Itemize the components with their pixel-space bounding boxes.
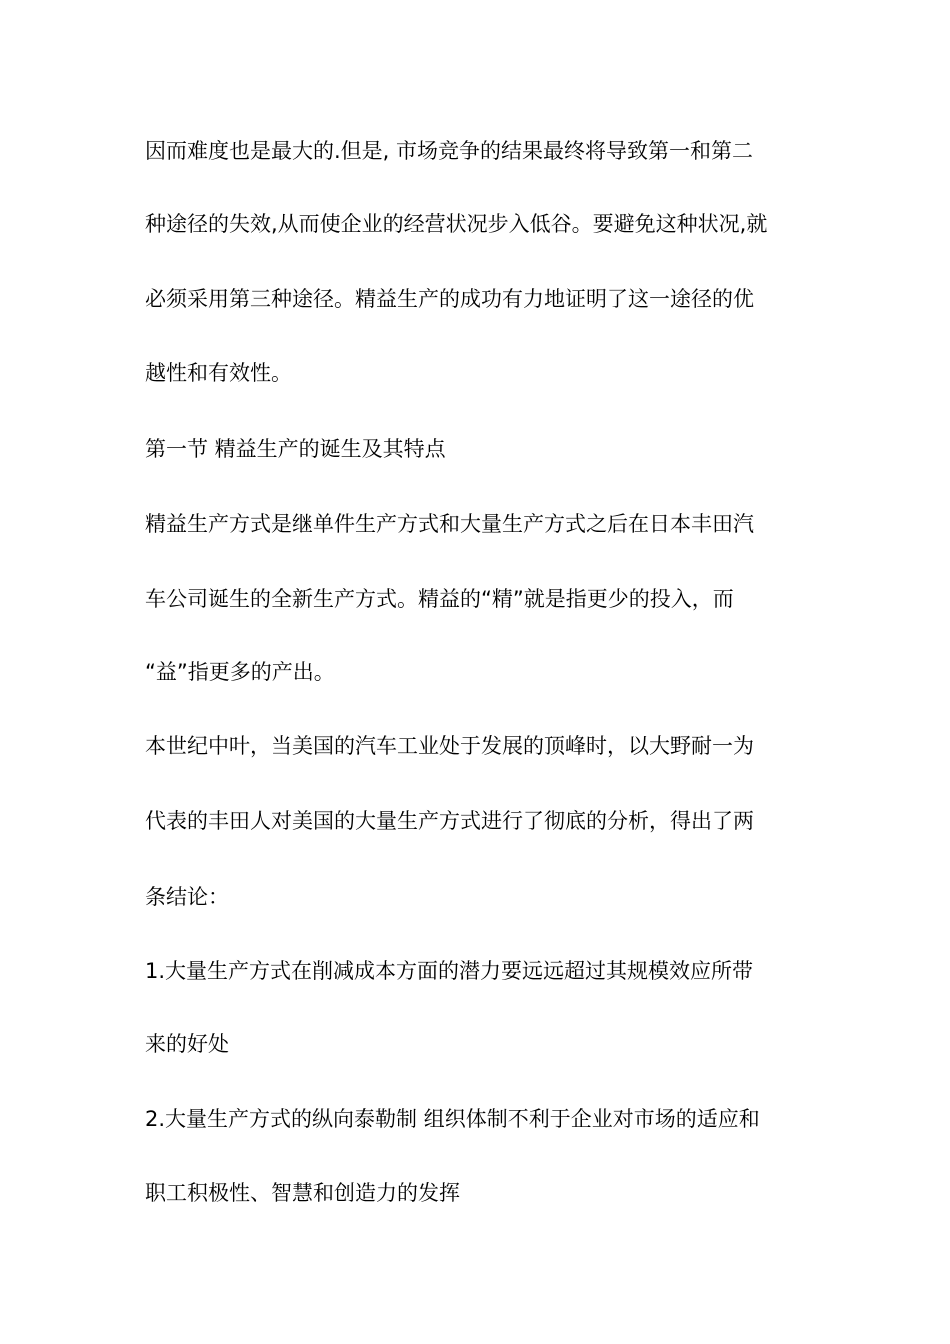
text-line: 种途径的失效,从而使企业的经营状况步入低谷。要避免这种状况,就	[145, 212, 768, 236]
text-line: 代表的丰田人对美国的大量生产方式进行了彻底的分析，得出了两	[145, 809, 754, 833]
list-item: 1.大量生产方式在削减成本方面的潜力要远远超过其规模效应所带	[145, 959, 754, 983]
list-item-continued: 职工积极性、智慧和创造力的发挥	[145, 1181, 460, 1205]
text-line: 精益生产方式是继单件生产方式和大量生产方式之后在日本丰田汽	[145, 512, 754, 536]
list-item-continued: 来的好处	[145, 1032, 229, 1056]
text-line: 车公司诞生的全新生产方式。精益的“精”就是指更少的投入，而	[145, 587, 734, 611]
section-heading: 第一节 精益生产的诞生及其特点	[145, 437, 446, 461]
text-line: 条结论：	[145, 885, 229, 909]
text-line: “益”指更多的产出。	[145, 660, 335, 684]
text-line: 必须采用第三种途径。精益生产的成功有力地证明了这一途径的优	[145, 287, 754, 311]
text-line: 越性和有效性。	[145, 361, 292, 385]
list-item: 2.大量生产方式的纵向泰勒制 组织体制不利于企业对市场的适应和	[145, 1107, 760, 1131]
text-line: 因而难度也是最大的.但是, 市场竞争的结果最终将导致第一和第二	[145, 139, 754, 163]
text-line: 本世纪中叶，当美国的汽车工业处于发展的顶峰时，以大野耐一为	[145, 734, 754, 758]
